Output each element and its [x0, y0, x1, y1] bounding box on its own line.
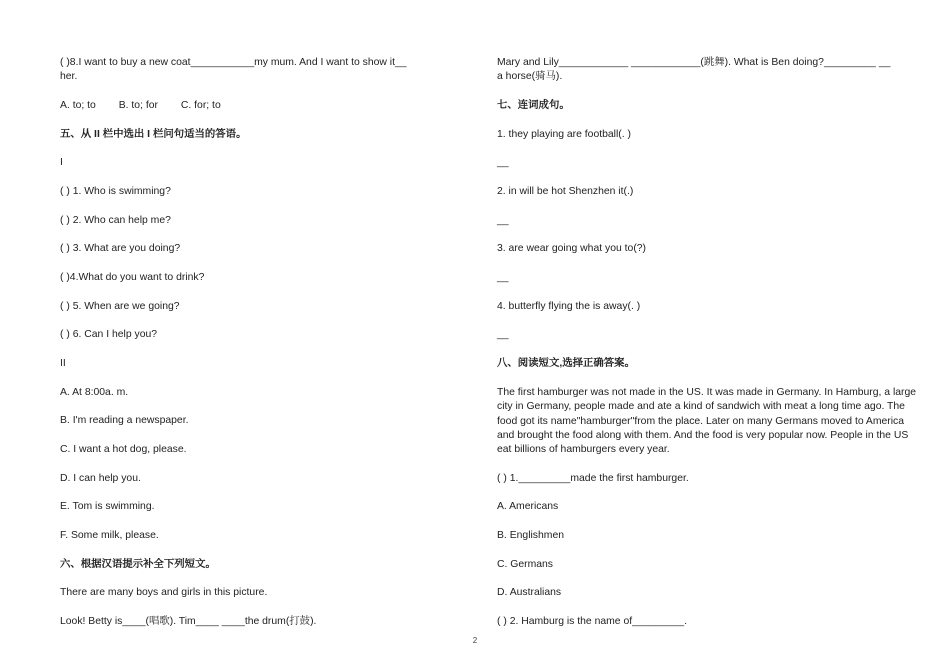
question-5: ( ) 5. When are we going?	[60, 301, 180, 312]
q8-line1: ( )8.I want to buy a new coat___________my mum. And I want to show it__	[60, 57, 407, 68]
continuation-line1: Mary and Lily____________ ____________(跳舞). What is Ben doing?_________ __	[497, 57, 891, 68]
q8-option-b: B. to; for	[118, 100, 158, 111]
page-number: 2	[472, 636, 478, 645]
answer-blank-4: __	[497, 329, 509, 340]
q8-option-c: C. for; to	[180, 100, 221, 111]
rq1-option-a: A. Americans	[497, 501, 559, 512]
question-4: ( )4.What do you want to drink?	[60, 272, 205, 283]
answer-e: E. Tom is swimming.	[60, 501, 155, 512]
section7-heading: 七、连词成句。	[497, 100, 570, 111]
continuation-line2: a horse(骑马).	[497, 71, 563, 82]
section8-heading: 八、阅读短文,选择正确答案。	[497, 358, 635, 369]
question-6: ( ) 6. Can I help you?	[60, 329, 158, 340]
answer-f: F. Some milk, please.	[60, 530, 159, 541]
sentence-2: 2. in will be hot Shenzhen it(.)	[497, 186, 634, 197]
answer-a: A. At 8:00a. m.	[60, 387, 129, 398]
section6-heading: 六、根据汉语提示补全下列短文。	[60, 559, 216, 570]
answer-blank-2: __	[497, 215, 509, 226]
answer-blank-1: __	[497, 157, 509, 168]
question-3: ( ) 3. What are you doing?	[60, 243, 181, 254]
sentence-3: 3. are wear going what you to(?)	[497, 243, 647, 254]
answer-b: B. I'm reading a newspaper.	[60, 415, 189, 426]
rq1-option-d: D. Australians	[497, 587, 562, 598]
q8-line2: her.	[60, 71, 78, 82]
answer-d: D. I can help you.	[60, 473, 141, 484]
reading-question-2: ( ) 2. Hamburg is the name of_________.	[497, 616, 688, 627]
answer-blank-3: __	[497, 272, 509, 283]
answer-c: C. I want a hot dog, please.	[60, 444, 187, 455]
reading-passage: The first hamburger was not made in the US. It was made in Germany. In Hamburg, a large city in Germany, people made and ate a kind of sandwich with meat a long time ago. The food got its name"hamburger"from the place. Later on many Germans moved to America and brought the food along with them. And the food is very popular now. People in the US eat billions of hamburgers every year.	[497, 387, 917, 456]
reading-question-1: ( ) 1._________made the first hamburger.	[497, 473, 689, 484]
q8-option-a: A. to; to	[60, 100, 96, 111]
column-i-label: I	[60, 157, 63, 168]
column-ii-label: II	[60, 358, 66, 369]
rq1-option-b: B. Englishmen	[497, 530, 564, 541]
question-1: ( ) 1. Who is swimming?	[60, 186, 171, 197]
sentence-4: 4. butterfly flying the is away(. )	[497, 301, 641, 312]
rq1-option-c: C. Germans	[497, 559, 554, 570]
question-2: ( ) 2. Who can help me?	[60, 215, 171, 226]
section6-line2: Look! Betty is____(唱歌). Tim____ ____the drum(打鼓).	[60, 616, 317, 627]
sentence-1: 1. they playing are football(. )	[497, 129, 631, 140]
section6-line1: There are many boys and girls in this picture.	[60, 587, 268, 598]
section5-heading: 五、从 II 栏中选出 I 栏问句适当的答语。	[60, 129, 247, 140]
q8-options	[60, 99, 221, 113]
